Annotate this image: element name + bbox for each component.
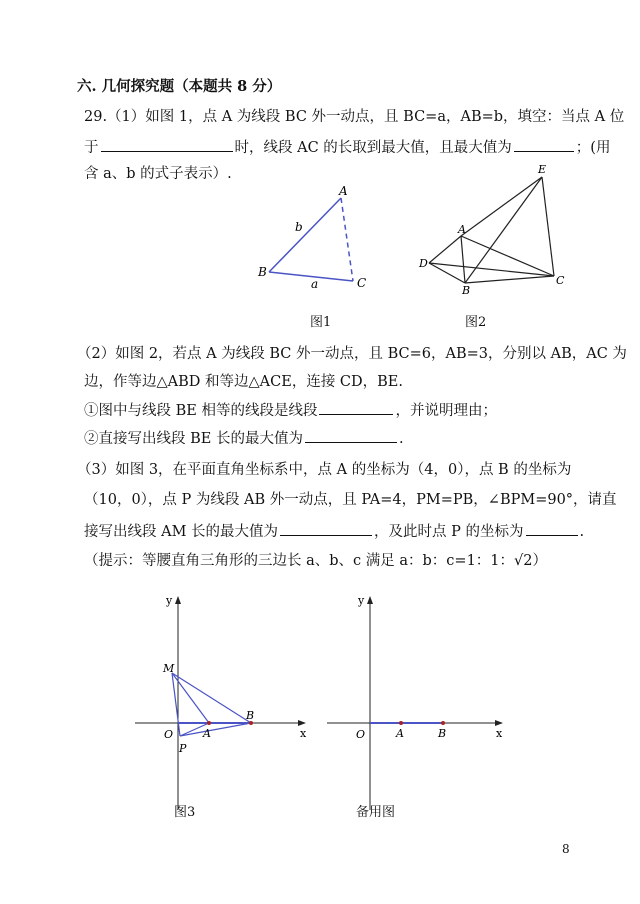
section-heading: 六. 几何探究题（本题共 8 分） [77,78,282,95]
q29-p2-line3 [84,400,497,421]
answer-blank-position[interactable] [101,137,233,152]
fig4-arrow-x [495,720,503,726]
q29-p1-line2-end: ；(用 [575,140,611,156]
figure-3-caption: 图3 [174,805,196,820]
fig3-arrow-x [298,720,306,726]
answer-blank-max-am[interactable] [280,521,372,536]
fig3-label-p: P [179,742,187,755]
fig3-label-o: O [164,728,174,741]
figure-2 [414,163,574,298]
fig4-label-x: x [496,727,503,740]
fig3-label-y: y [166,594,173,607]
segment-ac-dashed [341,198,353,281]
figure-4-caption: 备用图 [356,805,396,820]
page-number: 8 [562,842,570,856]
fig4-label-y: y [358,594,365,607]
fig4-label-a: A [396,727,404,740]
fig2-line-bc [465,276,554,283]
fig4-label-b: B [438,727,447,740]
q29-p1-line1: 29.（1）如图 1，点 A 为线段 BC 外一动点，且 BC=a，AB=b，填空：当点 A 位 [84,109,625,125]
fig2-line-ad [429,236,461,263]
answer-blank-p-coord[interactable] [526,521,578,536]
q29-p1-line2 [84,137,610,158]
fig1-label-c: C [357,276,367,290]
fig1-label-a: A [339,185,348,198]
fig2-label-e: E [538,163,547,176]
q29-p2-line4 [84,428,404,449]
figure-1-caption: 图1 [310,315,332,330]
q29-p3-line3-end: . [579,524,585,540]
q29-p3-line1: （3）如图 3，在平面直角坐标系中，点 A 的坐标为（4，0），点 B 的坐标为 [77,462,572,478]
q29-p3-line2: （10，0），点 P 为线段 AB 外一动点，且 PA=4，PM=PB，∠BPM=90°，请直 [84,492,617,508]
q29-p3-line3 [84,521,584,542]
fig3-label-x: x [300,727,307,740]
fig2-line-ab [461,236,465,283]
q29-p2-q1-text: ①图中与线段 BE 相等的线段是线段 [84,403,318,419]
fig3-arrow-y [175,596,181,604]
fig3-label-a: A [203,727,211,740]
fig3-segment-mb [172,673,251,723]
q29-p1-line2-mid: 时，线段 AC 的长取到最大值，且最大值为 [234,140,512,156]
fig2-line-ae [461,177,542,236]
figure-4-spare [322,590,512,820]
answer-blank-max-ac[interactable] [514,137,574,152]
q29-p2-q1-tail: ，并说明理由； [395,403,497,419]
fig4-arrow-y [367,596,373,604]
figure-1 [255,185,385,290]
fig2-label-d: D [419,257,428,270]
q29-p1-line3: 含 a、b 的式子表示）. [84,166,232,182]
fig3-label-m: M [163,662,175,675]
fig2-label-a: A [458,223,466,236]
answer-blank-max-be[interactable] [305,428,397,443]
segment-ab [269,198,341,272]
q29-p3-p-text: ，及此时点 P 的坐标为 [374,524,524,540]
answer-blank-equal-segment[interactable] [319,400,393,415]
figure-2-caption: 图2 [465,315,487,330]
q29-p2-q2-text: ②直接写出线段 BE 长的最大值为 [84,431,303,447]
q29-p2-line2: 边，作等边△ABD 和等边△ACE，连接 CD，BE. [84,374,403,390]
fig3-label-b: B [246,709,255,722]
fig3-segment-pb [180,723,251,736]
q29-p3-am-text: 接写出线段 AM 长的最大值为 [84,524,279,540]
fig4-point-a [399,721,403,725]
fig4-label-o: O [356,728,366,741]
q29-hint: （提示：等腰直角三角形的三边长 a、b、c 满足 a：b：c=1：1：√2） [84,553,547,569]
q29-p2-q2-tail: . [398,431,404,447]
fig2-line-be [465,177,542,283]
fig2-label-c: C [556,274,565,287]
figure-3 [130,590,310,820]
q29-p2-line1: （2）如图 2，若点 A 为线段 BC 外一动点，且 BC=6，AB=3，分别以 AB，AC 为 [77,346,627,362]
q29-p1-line2-start: 于 [84,140,99,156]
fig1-label-side-b: b [295,220,303,234]
fig2-label-b: B [462,284,471,297]
fig1-label-b: B [258,265,267,279]
fig1-label-side-a: a [311,277,319,290]
fig4-point-b [441,721,445,725]
fig3-point-a [207,721,211,725]
fig2-line-ce [542,177,554,276]
